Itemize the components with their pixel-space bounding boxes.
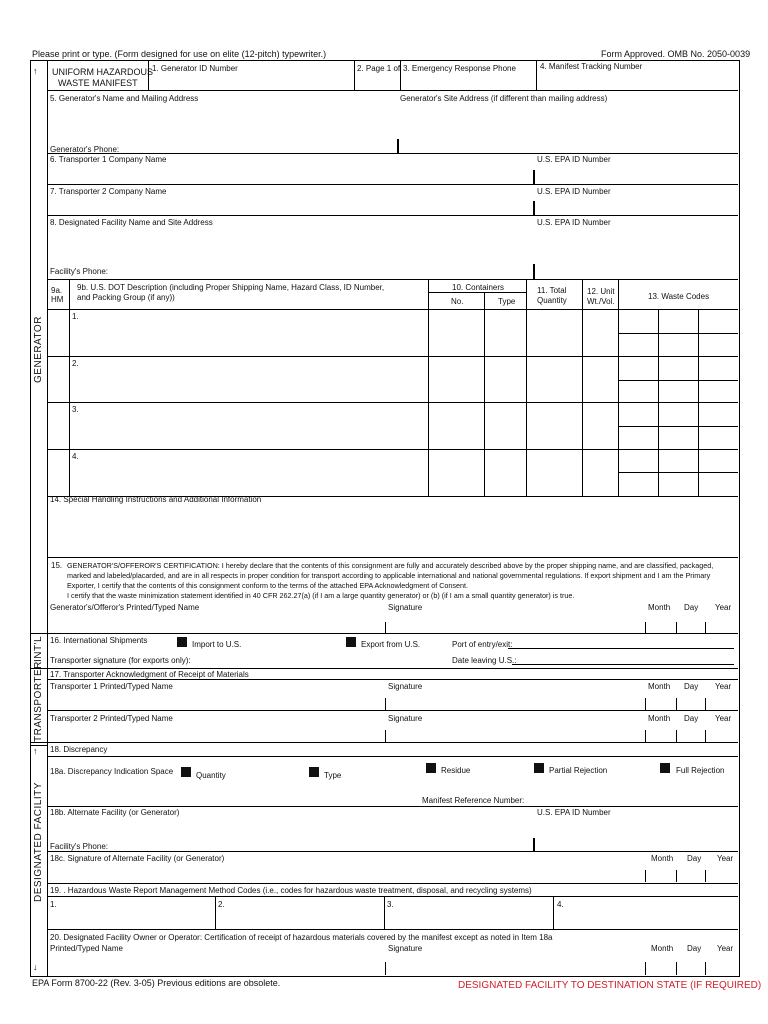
residue-label: Residue (441, 766, 471, 775)
arrow-down-icon: ↓ (33, 962, 38, 972)
alternate-facility-field[interactable] (50, 818, 530, 840)
containers-no-label: No. (451, 297, 464, 306)
form-instructions: Please print or type. (Form designed for use on elite (12-pitch) typewriter.) (32, 49, 327, 59)
facility-certification-label: 20. Designated Facility Owner or Operator: Certification of receipt of hazardous materials covered by the manifest except as noted in Item 18a (50, 933, 553, 942)
transporter2-printed-name-field[interactable] (50, 725, 380, 741)
generator-name-field[interactable] (50, 104, 390, 142)
generator-signature-field[interactable] (390, 614, 640, 631)
transporter-export-signature-field[interactable] (210, 655, 440, 665)
year-label: Year (715, 714, 732, 723)
export-label: Export from U.S. (361, 640, 421, 649)
method-code-number: 3. (387, 900, 394, 909)
emergency-phone-field[interactable] (403, 74, 533, 88)
method-code-number: 2. (218, 900, 225, 909)
side-label-transporter: TRANSPORTER (33, 661, 44, 742)
transporter-ack-label: 17. Transporter Acknowledgment of Receipt of Materials (50, 670, 249, 679)
row-number: 3. (72, 405, 79, 414)
generator-id-label: 1. Generator ID Number (152, 64, 238, 73)
day-label: Day (687, 944, 702, 953)
method-code-field-2[interactable] (228, 899, 378, 926)
certification-text-2: marked and labeled/placarded, and are in all respects in proper condition for transport according to applicable international and national governmental regulations. If export shipment and I am the Primary (67, 571, 711, 580)
year-label: Year (717, 944, 734, 953)
side-label-intl: INT'L (33, 635, 44, 662)
manifest-reference-label: Manifest Reference Number: (422, 796, 525, 805)
special-handling-label: 14. Special Handling Instructions and Additional Information (50, 495, 262, 504)
day-label: Day (687, 854, 702, 863)
dot-description-label: 9b. U.S. DOT Description (including Proper Shipping Name, Hazard Class, ID Number, (77, 283, 385, 292)
certification-text-4: I certify that the waste minimization statement identified in 40 CFR 262.27(a) (if I am a large quantity generator) or (b) (if I am a small quantity generator) is true. (67, 591, 575, 600)
facility-name-field[interactable] (50, 228, 530, 264)
emergency-phone-label: 3. Emergency Response Phone (403, 64, 516, 73)
international-shipments-label: 16. International Shipments (50, 636, 148, 645)
partial-rejection-label: Partial Rejection (549, 766, 608, 775)
import-label: Import to U.S. (192, 640, 242, 649)
facility-epa-label: U.S. EPA ID Number (537, 218, 611, 227)
date-leaving-label: Date leaving U.S.: (452, 656, 517, 665)
containers-type-label: Type (498, 297, 516, 306)
alternate-facility-epa-label: U.S. EPA ID Number (537, 808, 611, 817)
method-code-number: 4. (557, 900, 564, 909)
transporter2-signature-label: Signature (388, 714, 423, 723)
generator-id-field[interactable] (152, 74, 352, 88)
full-rejection-checkbox[interactable] (660, 763, 670, 773)
facility-printed-name-field[interactable] (50, 955, 380, 973)
alternate-facility-label: 18b. Alternate Facility (or Generator) (50, 808, 180, 817)
facility-printed-name-label: Printed/Typed Name (50, 944, 123, 953)
generator-phone-label: Generator's Phone: (50, 145, 120, 154)
generator-name-label: 5. Generator's Name and Mailing Address (50, 94, 199, 103)
type-label: Type (324, 771, 342, 780)
total-quantity-label-2: Quantity (537, 296, 567, 305)
side-label-generator: GENERATOR (33, 316, 44, 383)
side-margin-divider (47, 60, 48, 976)
transporter1-name-label: 6. Transporter 1 Company Name (50, 155, 167, 164)
full-rejection-label: Full Rejection (676, 766, 725, 775)
month-label: Month (648, 714, 671, 723)
transporter1-signature-field[interactable] (390, 693, 640, 709)
month-label: Month (648, 682, 671, 691)
day-label: Day (684, 714, 699, 723)
generator-date-field[interactable] (646, 614, 734, 631)
transporter1-name-field[interactable] (50, 165, 530, 183)
form-title-line2: WASTE MANIFEST (58, 78, 138, 88)
residue-checkbox[interactable] (426, 763, 436, 773)
alternate-facility-signature-label: 18c. Signature of Alternate Facility (or Generator) (50, 854, 225, 863)
row-number: 1. (72, 312, 79, 321)
transporter1-epa-label: U.S. EPA ID Number (537, 155, 611, 164)
facility-signature-field[interactable] (390, 955, 640, 973)
discrepancy-indication-label: 18a. Discrepancy Indication Space (50, 767, 174, 776)
unit-label-2: Wt./Vol. (587, 297, 615, 306)
transporter2-epa-label: U.S. EPA ID Number (537, 187, 611, 196)
export-checkbox[interactable] (346, 637, 356, 647)
copy-designation: DESIGNATED FACILITY TO DESTINATION STATE (IF REQUIRED) (458, 980, 762, 991)
month-label: Month (651, 944, 674, 953)
date-leaving-field[interactable] (512, 654, 734, 664)
generator-site-label: Generator's Site Address (if different than mailing address) (400, 94, 608, 103)
special-handling-field[interactable] (50, 506, 734, 556)
year-label: Year (715, 682, 732, 691)
side-label-facility: DESIGNATED FACILITY (33, 782, 44, 902)
transporter1-printed-name-label: Transporter 1 Printed/Typed Name (50, 682, 173, 691)
partial-rejection-checkbox[interactable] (534, 763, 544, 773)
page-of-label: 2. Page 1 of (357, 64, 401, 73)
transporter1-signature-label: Signature (388, 682, 423, 691)
waste-codes-label: 13. Waste Codes (648, 292, 710, 301)
manifest-tracking-label: 4. Manifest Tracking Number (540, 62, 643, 71)
transporter1-printed-name-field[interactable] (50, 693, 380, 709)
import-checkbox[interactable] (177, 637, 187, 647)
row-number: 4. (72, 452, 79, 461)
method-code-field-4[interactable] (567, 899, 732, 926)
dot-description-field-3[interactable] (72, 415, 424, 445)
arrow-up-icon: ↑ (33, 66, 38, 76)
form-title: UNIFORM HAZARDOUS (52, 67, 153, 77)
year-label: Year (715, 603, 732, 612)
transporter1-date-field[interactable] (646, 693, 734, 709)
generator-signature-label: Signature (388, 603, 423, 612)
dot-description-field-2[interactable] (72, 369, 424, 399)
arrow-up-icon: ↑ (33, 746, 38, 756)
row-number: 2. (72, 359, 79, 368)
manifest-reference-field[interactable] (520, 794, 734, 804)
hm-label-2: HM (51, 295, 64, 304)
transporter2-name-label: 7. Transporter 2 Company Name (50, 187, 167, 196)
manifest-tracking-field[interactable] (540, 72, 735, 88)
certification-number: 15. (51, 561, 63, 570)
form-number: EPA Form 8700-22 (Rev. 3-05) Previous editions are obsolete. (32, 978, 281, 988)
port-of-entry-field[interactable] (508, 638, 734, 648)
day-label: Day (684, 603, 699, 612)
facility-phone-label: Facility's Phone: (50, 267, 108, 276)
quantity-checkbox[interactable] (181, 767, 191, 777)
alternate-facility-signature-field[interactable] (50, 865, 640, 882)
transporter2-printed-name-label: Transporter 2 Printed/Typed Name (50, 714, 173, 723)
facility-name-label: 8. Designated Facility Name and Site Address (50, 218, 213, 227)
type-checkbox[interactable] (309, 767, 319, 777)
dot-description-field-1[interactable] (72, 322, 424, 352)
method-code-field-3[interactable] (397, 899, 547, 926)
transporter-export-signature-label: Transporter signature (for exports only): (50, 656, 191, 665)
certification-text: GENERATOR'S/OFFEROR'S CERTIFICATION: I hereby declare that the contents of this consignment are fully and accurately described above by the proper shipping name, and are classified, packaged, (67, 561, 714, 570)
generator-printed-name-label: Generator's/Offeror's Printed/Typed Name (50, 603, 200, 612)
transporter2-signature-field[interactable] (390, 725, 640, 741)
alternate-facility-date-field[interactable] (646, 865, 734, 882)
dot-description-label-2: and Packing Group (if any)) (77, 293, 175, 302)
generator-site-field[interactable] (400, 104, 735, 142)
facility-signature-label: Signature (388, 944, 423, 953)
discrepancy-label: 18. Discrepancy (50, 745, 108, 754)
method-code-number: 1. (50, 900, 57, 909)
containers-label: 10. Containers (452, 283, 505, 292)
day-label: Day (684, 682, 699, 691)
unit-label: 12. Unit (587, 287, 615, 296)
total-quantity-label: 11. Total (537, 286, 567, 295)
month-label: Month (651, 854, 674, 863)
generator-printed-name-field[interactable] (50, 614, 380, 631)
transporter2-date-field[interactable] (646, 725, 734, 741)
quantity-label: Quantity (196, 771, 226, 780)
month-label: Month (648, 603, 671, 612)
omb-number: Form Approved. OMB No. 2050-0039 (601, 49, 751, 59)
year-label: Year (717, 854, 734, 863)
transporter2-name-field[interactable] (50, 197, 530, 215)
certification-text-3: Exporter, I certify that the contents of this consignment conform to the terms of the attached EPA Acknowledgment of Consent. (67, 581, 468, 590)
hm-label: 9a. (51, 286, 63, 295)
dot-description-field-4[interactable] (72, 462, 424, 492)
management-method-label: 19. . Hazardous Waste Report Management Method Codes (i.e., codes for hazardous waste treatment, disposal, and recycling systems) (50, 886, 532, 895)
alternate-facility-phone-label: Facility's Phone: (50, 842, 108, 851)
facility-date-field[interactable] (646, 955, 734, 973)
method-code-field-1[interactable] (60, 899, 210, 926)
port-of-entry-label: Port of entry/exit: (452, 640, 513, 649)
